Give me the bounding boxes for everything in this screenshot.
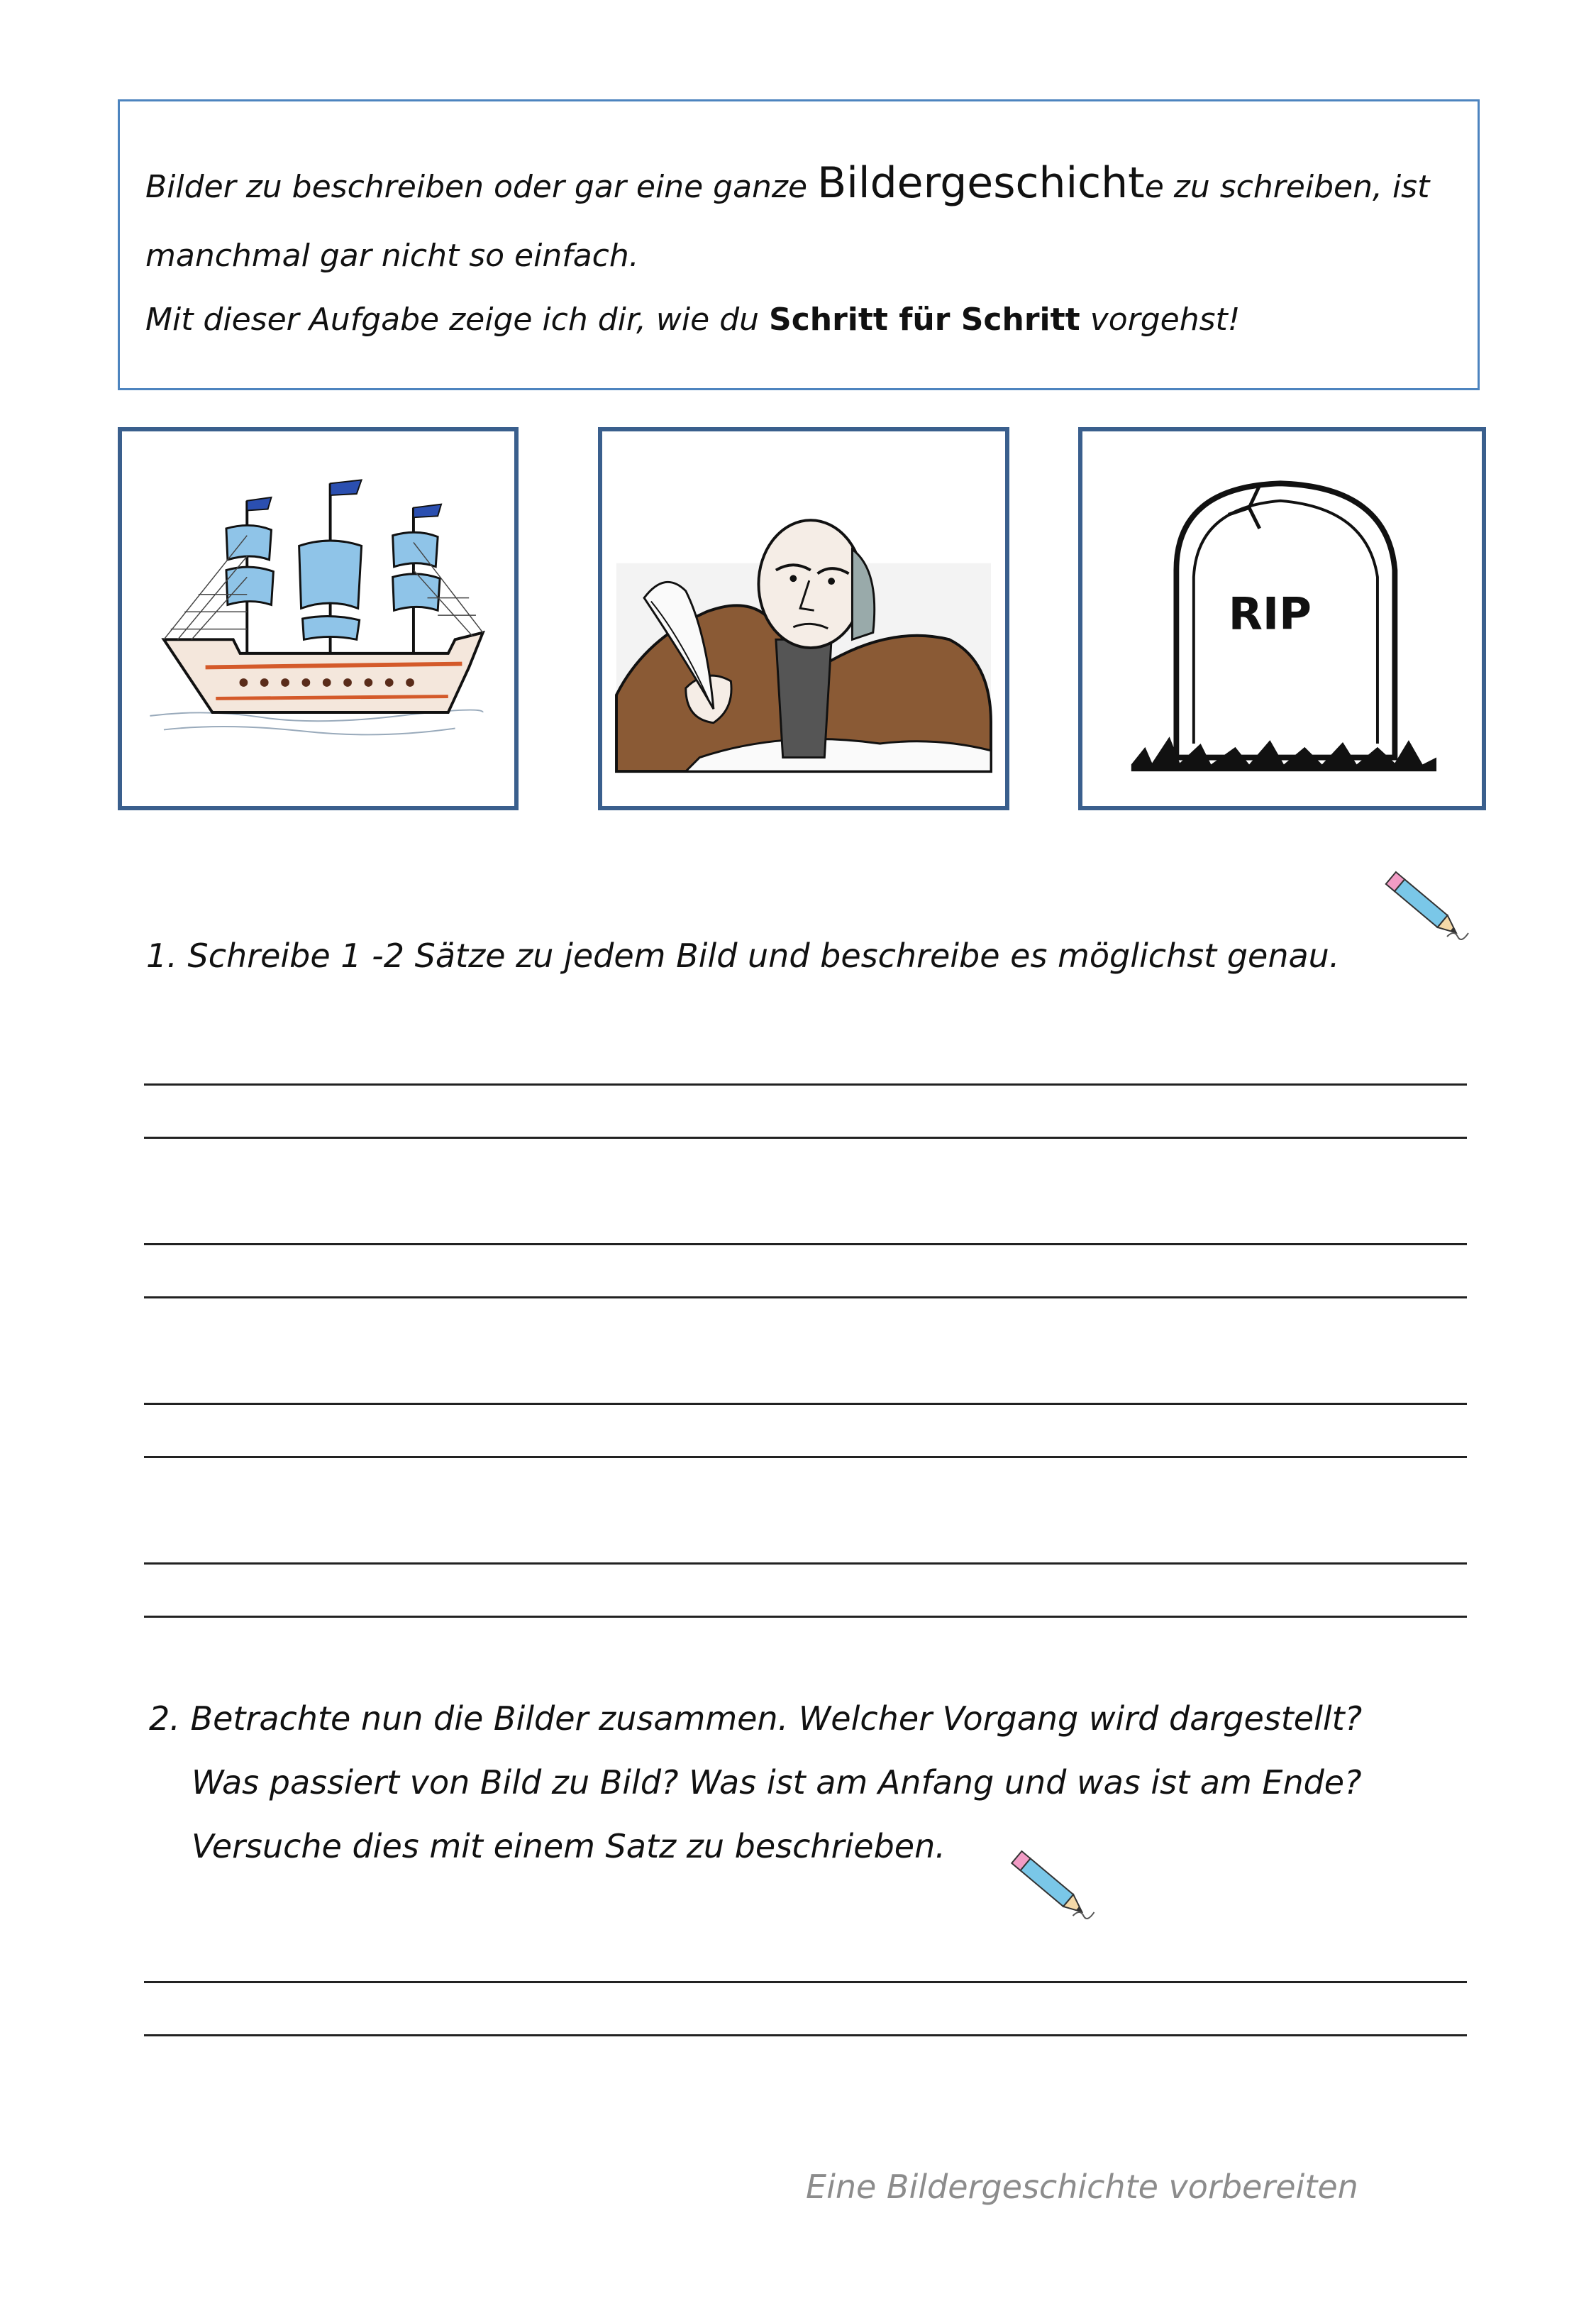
intro-text-1b: e zu schreiben, ist — [1144, 169, 1430, 205]
gravestone-text: RIP — [1228, 587, 1312, 640]
picture-frame-gravestone — [1078, 427, 1486, 810]
task-2-line-2: Was passiert von Bild zu Bild? Was ist am Anfang und was ist am Ende? — [192, 1763, 1362, 1802]
writing-line[interactable] — [144, 1243, 1467, 1245]
intro-text-3a: Mit dieser Aufgabe zeige ich dir, wie du — [145, 302, 769, 338]
writing-line[interactable] — [144, 1296, 1467, 1298]
footer-title: Eine Bildergeschichte vorbereiten — [806, 2168, 1358, 2206]
picture-frame-ship — [118, 427, 519, 810]
intro-keyword: Bildergeschicht — [817, 158, 1145, 208]
task-2-line-3: Versuche dies mit einem Satz zu beschrieben. — [192, 1827, 946, 1865]
pencil-icon — [1376, 866, 1475, 951]
intro-line-2: manchmal gar nicht so einfach. — [145, 238, 639, 274]
task-2-line-1: 2. Betrachte nun die Bilder zusammen. Welcher Vorgang wird dargestellt? — [149, 1699, 1363, 1738]
pencil-icon — [1000, 1845, 1103, 1930]
writer-with-quill-drawing — [602, 431, 1005, 806]
intro-text-3b: vorgehst! — [1080, 302, 1241, 338]
intro-box — [118, 99, 1480, 390]
intro-text-1a: Bilder zu beschreiben oder gar eine ganze — [145, 169, 818, 205]
intro-line-1 — [145, 158, 1429, 208]
writing-line[interactable] — [144, 1562, 1467, 1565]
gravestone-drawing — [1082, 431, 1482, 806]
intro-bold-text: Schritt für Schritt — [769, 302, 1080, 338]
writing-line[interactable] — [144, 1083, 1467, 1086]
writing-line[interactable] — [144, 1403, 1467, 1405]
task-1-instruction: 1. Schreibe 1 -2 Sätze zu jedem Bild und beschreibe es möglichst genau. — [146, 937, 1340, 975]
writing-line[interactable] — [144, 1456, 1467, 1458]
writing-line[interactable] — [144, 2034, 1467, 2036]
picture-frame-writer — [598, 427, 1009, 810]
ship-drawing — [122, 431, 514, 806]
writing-line[interactable] — [144, 1137, 1467, 1139]
intro-line-3 — [145, 302, 1240, 338]
writing-line[interactable] — [144, 1981, 1467, 1983]
writing-line[interactable] — [144, 1616, 1467, 1618]
